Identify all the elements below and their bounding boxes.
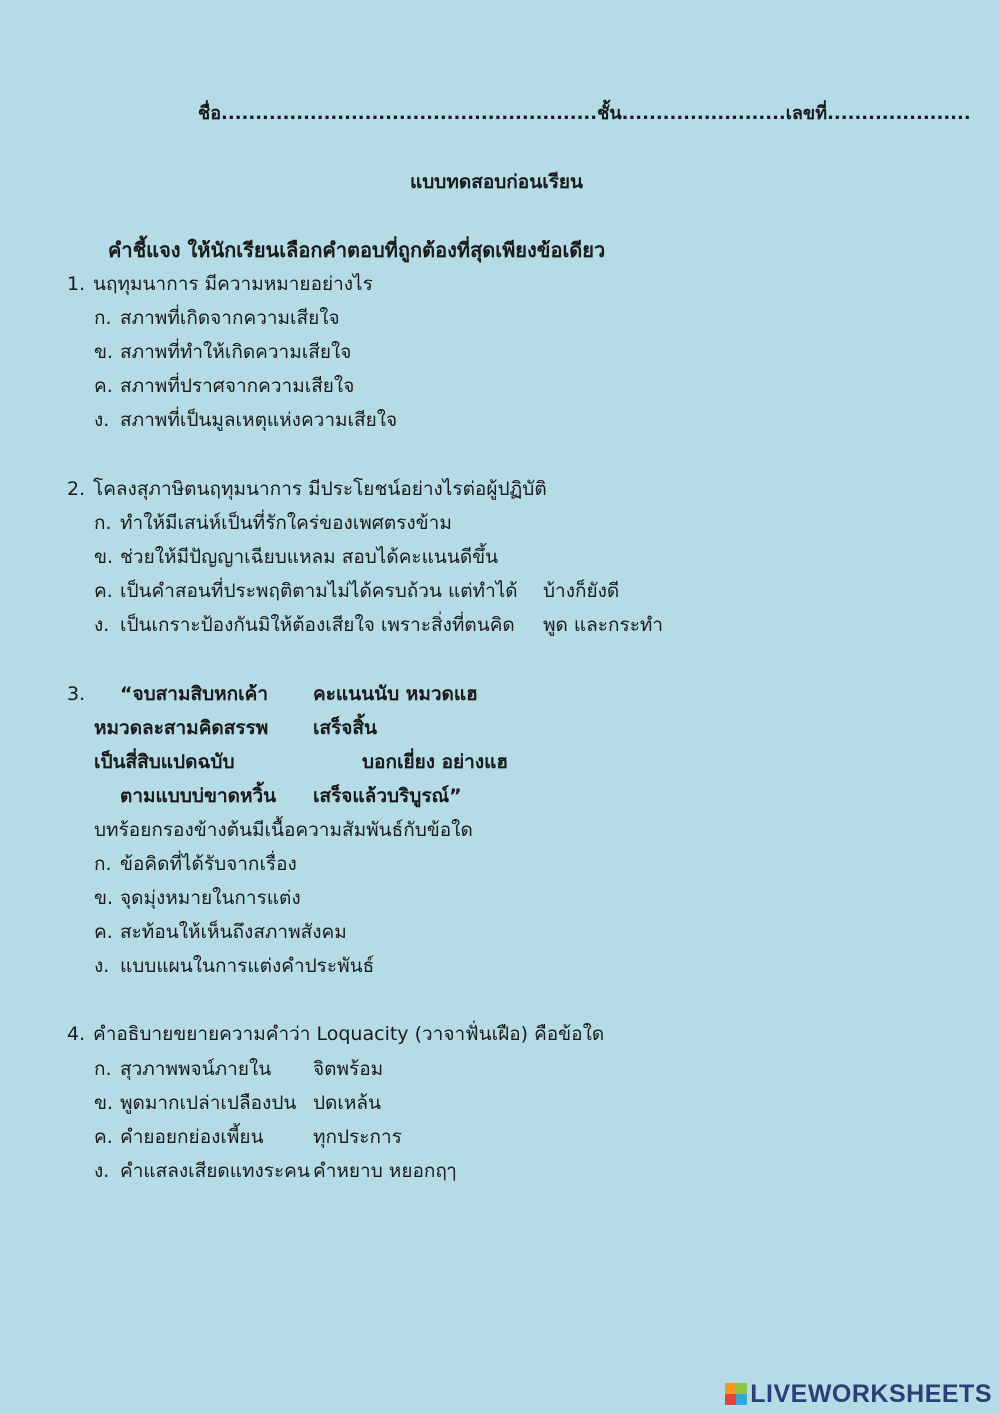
liveworksheets-logo-icon xyxy=(725,1383,747,1405)
liveworksheets-logo xyxy=(725,1379,992,1409)
option-d-tail: คำหยาบ หยอกฤๅ xyxy=(313,1160,457,1182)
page-title: แบบทดสอบก่อนเรียน xyxy=(410,171,584,193)
instructions: คำชี้แจง ให้นักเรียนเลือกคำตอบที่ถูกต้องที่สุดเพียงข้อเดียว xyxy=(108,238,606,262)
logo-square-icon xyxy=(725,1394,736,1405)
question-4-text: 4. คำอธิบายขยายความคำว่า Loquacity (วาจาฟั่นเฝือ) คือข้อใด xyxy=(67,1023,605,1045)
option-a: ก. ข้อคิดที่ได้รับจากเรื่อง xyxy=(94,853,297,875)
option-d: ง. แบบแผนในการแต่งคำประพันธ์ xyxy=(94,955,375,977)
option-c: ค. คำยอยกย่องเพี้ยน xyxy=(94,1126,264,1148)
question-number: 3. xyxy=(67,683,86,705)
poem-line-3b: บอกเยี่ยง อย่างแฮ xyxy=(362,751,508,773)
poem-line-2a: หมวดละสามคิดสรรพ xyxy=(94,717,269,739)
option-c: ค. เป็นคำสอนที่ประพฤติตามไม่ได้ครบถ้วน แต่ทำได้ xyxy=(94,580,518,602)
logo-square-icon xyxy=(736,1394,747,1405)
question-1-text: 1. นฤทุมนาการ มีความหมายอย่างไร xyxy=(67,273,373,295)
poem-line-3a: เป็นสี่สิบแปดฉบับ xyxy=(94,751,235,773)
option-d-tail: พูด และกระทำ xyxy=(543,614,664,636)
option-d: ง. คำแสลงเสียดแทงระคน xyxy=(94,1160,310,1182)
option-c-tail: ทุกประการ xyxy=(313,1126,402,1148)
option-b: ข. พูดมากเปล่าเปลืองปน xyxy=(94,1092,297,1114)
question-number: 1. xyxy=(67,273,86,295)
poem-line-1a: “จบสามสิบหกเค้า xyxy=(120,683,269,705)
student-info-line: ชื่อ.......................................................ชั้น........................เลขที่..................... xyxy=(198,103,971,124)
option-b: ข. จุดมุ่งหมายในการแต่ง xyxy=(94,887,301,909)
option-c-tail: บ้างก็ยังดี xyxy=(543,580,620,602)
logo-square-icon xyxy=(725,1383,736,1394)
logo-text: LIVEWORKSHEETS xyxy=(750,1379,992,1408)
poem-line-4a: ตามแบบบ่ขาดหวิ้น xyxy=(120,785,277,807)
question-number: 4. xyxy=(67,1023,86,1045)
question-number: 2. xyxy=(67,478,86,500)
option-a: ก. สภาพที่เกิดจากความเสียใจ xyxy=(94,307,340,329)
question-3-text: บทร้อยกรองข้างต้นมีเนื้อความสัมพันธ์กับข้อใด xyxy=(94,819,473,841)
question-2-text: 2. โคลงสุภาษิตนฤทุมนาการ มีประโยชน์อย่างไรต่อผู้ปฏิบัติ xyxy=(67,478,547,500)
logo-square-icon xyxy=(736,1383,747,1394)
option-c: ค. สภาพที่ปราศจากความเสียใจ xyxy=(94,375,355,397)
option-b: ข. สภาพที่ทำให้เกิดความเสียใจ xyxy=(94,341,352,363)
option-a: ก. ทำให้มีเสน่ห์เป็นที่รักใคร่ของเพศตรงข้าม xyxy=(94,512,452,534)
poem-line-4b: เสร็จแล้วบริบูรณ์” xyxy=(313,785,462,807)
option-c: ค. สะท้อนให้เห็นถึงสภาพสังคม xyxy=(94,921,347,943)
option-d: ง. เป็นเกราะป้องกันมิให้ต้องเสียใจ เพราะสิ่งที่ตนคิด xyxy=(94,614,515,636)
option-a: ก. สุวภาพพจน์ภายใน xyxy=(94,1058,272,1080)
option-b: ข. ช่วยให้มีปัญญาเฉียบแหลม สอบได้คะแนนดีขึ้น xyxy=(94,546,499,568)
poem-line-1b: คะแนนนับ หมวดแฮ xyxy=(313,683,478,705)
option-b-tail: ปดเหล้น xyxy=(313,1092,382,1114)
option-a-tail: จิตพร้อม xyxy=(313,1058,384,1080)
option-d: ง. สภาพที่เป็นมูลเหตุแห่งความเสียใจ xyxy=(94,409,398,431)
poem-line-2b: เสร็จสิ้น xyxy=(313,717,378,739)
